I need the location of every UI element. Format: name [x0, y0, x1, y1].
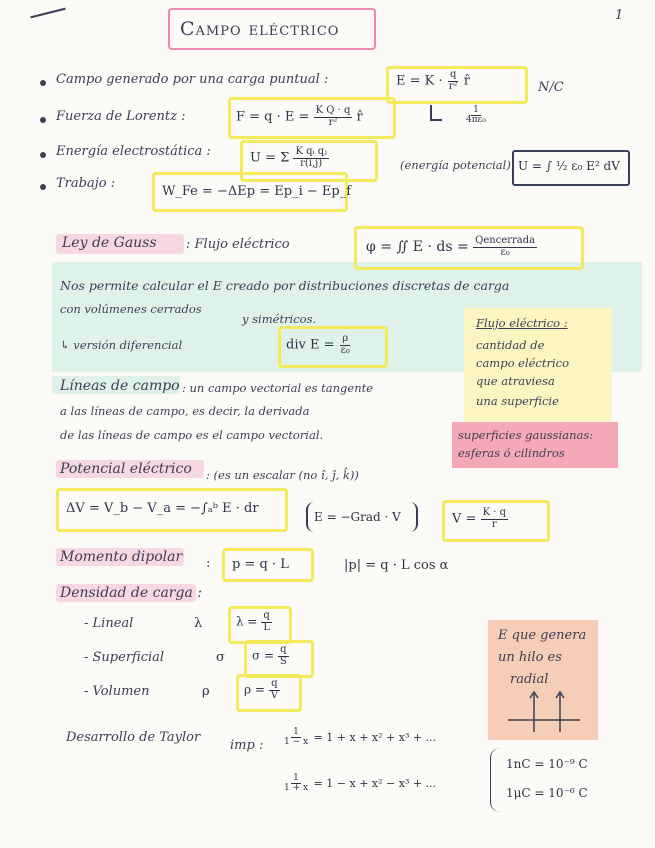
- campo-formula: [396, 70, 470, 92]
- gauss-diff-formula: div E = $\frac{\rho}{\text{ε₀}}$: [286, 333, 350, 356]
- potencial-formula: ΔV = V_b − V_a = −∫ₐᵇ E · dr: [66, 501, 259, 516]
- gauss-surfaces-line: esferas ó cilindros: [458, 446, 565, 460]
- radial-field-icon: [500, 688, 590, 734]
- taylor-label: Desarrollo de Taylor: [66, 730, 201, 745]
- flux-note-line: campo eléctrico: [476, 356, 570, 370]
- densidad-label: Densidad de carga :: [60, 585, 202, 601]
- energia-pot-label: (energía potencial): [400, 158, 511, 172]
- campo-frac: $\frac{q}{\text{r²}}$: [448, 69, 458, 92]
- units-brace: [490, 748, 501, 812]
- unit-nc: 1nC = 10⁻⁹ C: [506, 757, 588, 771]
- lineas-line-1: : un campo vectorial es tangente: [182, 381, 374, 395]
- densidad-item-sym: ρ: [202, 684, 210, 699]
- lineas-line-3: de las líneas de campo es el campo vectorial.: [60, 428, 324, 442]
- taylor-series-1: $\frac{1}{1 - x}$ = 1 + x + x² + x³ + ...: [284, 727, 437, 748]
- campo-r-hat: r̂: [463, 73, 470, 89]
- densidad-item-sym: σ: [216, 650, 225, 665]
- densidad-item-formula: σ = $\frac{q}{S}$: [252, 644, 287, 667]
- bullet: [40, 80, 46, 86]
- momento-magnitude: |p| = q · L cos α: [344, 558, 449, 573]
- taylor-imp: imp :: [230, 738, 264, 753]
- fuerza-label: Fuerza de Lorentz :: [56, 109, 186, 124]
- densidad-item-name: - Superficial: [84, 650, 165, 665]
- page-number: 1: [615, 8, 624, 23]
- grad-formula: E = −Grad · V: [314, 510, 401, 524]
- gauss-text-2: con volúmenes cerrados: [60, 302, 202, 316]
- taylor-series-2: $\frac{1}{1 + x}$ = 1 − x + x² − x³ + ...: [284, 773, 437, 794]
- lineas-label: Líneas de campo: [60, 378, 180, 394]
- k-def: $\frac{1}{\text{4πε₀}}$: [466, 105, 486, 126]
- momento-label: Momento dipolar: [60, 549, 183, 565]
- gauss-diff-label: ↳ versión diferencial: [60, 338, 183, 352]
- gauss-text-1: Nos permite calcular el E creado por distribuciones discretas de carga: [60, 278, 510, 293]
- potencial-label: Potencial eléctrico: [60, 461, 192, 477]
- trabajo-formula: W_Fe = −ΔEp = Ep_i − Ep_f: [162, 184, 352, 199]
- energia-formula: U = Σ $\frac{\text{K qᵢ qⱼ}}{r(i,j)}$: [250, 146, 327, 169]
- bullet: [40, 152, 46, 158]
- gauss-sublabel: : Flujo eléctrico: [186, 237, 290, 252]
- pen-mark: [30, 8, 65, 19]
- densidad-item-formula: ρ = $\frac{q}{V}$: [244, 678, 278, 701]
- potencial-desc: : (es un escalar (no î, ĵ, k̂)): [206, 468, 359, 482]
- hilo-note-line: un hilo es: [498, 650, 562, 665]
- gauss-formula: φ = ∬ E · ds = $\frac{\text{Qencerrada}}{\text{ε₀}}$: [366, 235, 536, 258]
- flux-note-line: que atraviesa: [476, 374, 555, 388]
- momento-colon: :: [206, 556, 211, 571]
- energia-label: Energía electrostática :: [56, 144, 211, 159]
- densidad-item-sym: λ: [194, 616, 203, 631]
- campo-formula-lhs: E = K ·: [396, 73, 443, 89]
- densidad-item-name: - Volumen: [84, 684, 150, 699]
- gauss-surfaces-line: superficies gaussianas:: [458, 428, 594, 442]
- momento-formula: p = q · L: [232, 557, 289, 572]
- gauss-text-2b: y simétricos.: [242, 312, 317, 326]
- unit-uc: 1μC = 10⁻⁶ C: [506, 786, 588, 800]
- flux-note-line: cantidad de: [476, 338, 545, 352]
- flux-note-title: Flujo eléctrico :: [476, 316, 568, 330]
- k-arrow: [430, 105, 432, 119]
- page-title: Campo eléctrico: [180, 18, 340, 40]
- lineas-line-2: a las líneas de campo, es decir, la derivada: [60, 404, 310, 418]
- hilo-note-line: radial: [510, 672, 549, 687]
- fuerza-formula: F = q · E = $\frac{\text{K Q · q}}{\text{r²}}$ r̂: [236, 105, 363, 128]
- bullet: [40, 184, 46, 190]
- v-formula: V = $\frac{K \cdot q}{r}$: [452, 507, 506, 530]
- densidad-item-name: - Lineal: [84, 616, 134, 631]
- bullet: [40, 117, 46, 123]
- trabajo-label: Trabajo :: [56, 176, 116, 191]
- densidad-item-formula: λ = $\frac{q}{L}$: [236, 610, 270, 633]
- energia-pot-formula: U = ∫ ½ ε₀ E² dV: [518, 159, 620, 173]
- gauss-label: Ley de Gauss: [62, 235, 157, 251]
- campo-units: N/C: [538, 80, 564, 95]
- hilo-note-line: E que genera: [498, 628, 587, 643]
- campo-label: Campo generado por una carga puntual :: [56, 72, 329, 87]
- k-arrow-h: [430, 119, 442, 121]
- flux-note-line: una superficie: [476, 394, 559, 408]
